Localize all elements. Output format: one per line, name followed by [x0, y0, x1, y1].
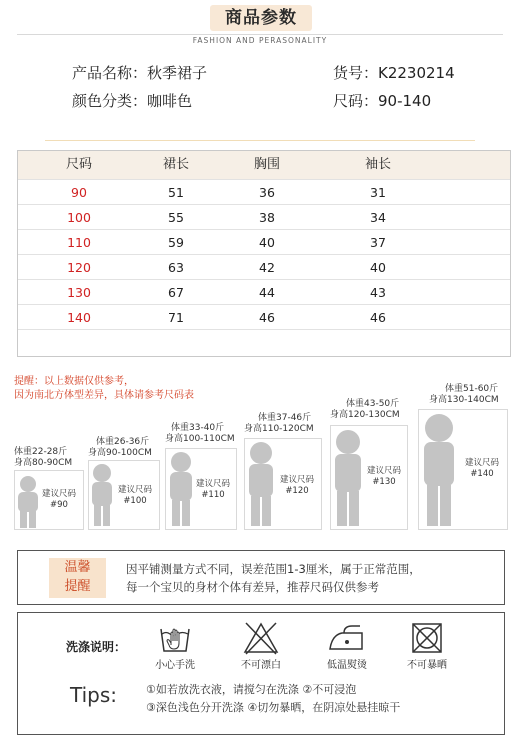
row-sleeve: 37	[370, 235, 386, 250]
suggest-label: 建议尺码	[279, 475, 314, 485]
row-size: 120	[67, 260, 91, 275]
product-name: 产品名称：秋季裙子	[72, 64, 208, 82]
row-length: 51	[168, 185, 184, 200]
low-iron-caption: 低温熨烫	[327, 660, 367, 671]
table-row-empty	[18, 329, 510, 356]
row-sleeve: 40	[370, 260, 386, 275]
kid-weight: 体重26-36斤	[96, 437, 150, 447]
size-warning	[14, 375, 194, 403]
kid-height: 身高130-140CM	[429, 395, 499, 405]
size-table	[17, 150, 511, 357]
page-subtitle: FASHION AND PERASONALITY	[192, 36, 328, 45]
table-row	[18, 229, 510, 255]
row-sleeve: 43	[370, 285, 386, 300]
table-row	[18, 179, 510, 205]
kid-1-card	[14, 470, 84, 530]
row-length: 55	[168, 210, 184, 225]
kid-6-label	[429, 384, 499, 406]
kid-suggest	[363, 466, 405, 488]
kid-weight: 体重33-40斤	[171, 423, 225, 433]
child-silhouette-icon	[89, 463, 115, 527]
size-table-header	[18, 151, 510, 179]
suggest-size: #120	[285, 486, 309, 496]
wash-label: 洗涤说明：	[66, 640, 127, 654]
row-chest: 40	[259, 235, 275, 250]
kid-4-label	[244, 413, 314, 435]
child-silhouette-icon	[421, 413, 457, 527]
child-silhouette-icon	[332, 429, 364, 527]
row-chest: 42	[259, 260, 275, 275]
kid-2-label	[88, 437, 152, 459]
child-silhouette-icon	[167, 451, 195, 527]
header-divider	[17, 34, 503, 35]
row-chest: 46	[259, 310, 275, 325]
kid-3-label	[165, 423, 235, 445]
kid-4-card	[244, 438, 322, 530]
header-sleeve: 袖长	[364, 157, 391, 172]
row-size: 130	[67, 285, 91, 300]
kid-suggest	[459, 458, 505, 480]
kid-6-card	[418, 409, 508, 530]
product-size-range: 尺码：90-140	[333, 92, 432, 110]
header-length: 裙长	[162, 157, 189, 172]
kid-height: 身高80-90CM	[14, 458, 73, 468]
product-code: 货号：K2230214	[333, 64, 455, 82]
suggest-size: #130	[372, 477, 396, 487]
header-size: 尺码	[65, 157, 92, 172]
kid-weight: 体重43-50斤	[346, 399, 400, 409]
tips-heading: Tips:	[70, 683, 118, 707]
no-sun-icon	[410, 621, 444, 655]
table-row	[18, 254, 510, 280]
suggest-label: 建议尺码	[195, 479, 230, 489]
kid-weight: 体重51-60斤	[445, 384, 499, 394]
reminder-badge	[49, 558, 106, 598]
wash-tip-line-2: ③深色浅色分开洗涤 ④切勿暴晒，在阴凉处悬挂晾干	[146, 701, 401, 714]
kid-suggest	[192, 479, 234, 501]
kid-height: 身高120-130CM	[330, 410, 400, 420]
suggest-label: 建议尺码	[117, 485, 152, 495]
suggest-size: #100	[123, 496, 147, 506]
kid-2-card	[88, 460, 160, 530]
suggest-size: #90	[50, 500, 68, 510]
page-title: 商品参数	[210, 5, 312, 31]
suggest-label: 建议尺码	[366, 466, 401, 476]
no-sun-caption: 不可暴晒	[407, 660, 447, 671]
row-sleeve: 46	[370, 310, 386, 325]
row-sleeve: 31	[370, 185, 386, 200]
row-chest: 36	[259, 185, 275, 200]
info-divider	[45, 140, 475, 141]
hand-wash-icon	[158, 621, 192, 653]
reminder-text	[126, 560, 421, 596]
row-chest: 44	[259, 285, 275, 300]
no-bleach-icon	[243, 621, 279, 655]
child-silhouette-icon	[246, 441, 276, 527]
badge-line-1: 温馨	[64, 560, 91, 575]
row-length: 71	[168, 310, 184, 325]
row-size: 90	[71, 185, 87, 200]
kid-height: 身高90-100CM	[88, 448, 152, 458]
reminder-line-1: 因平铺测量方式不同，误差范围1-3厘米，属于正常范围，	[126, 562, 421, 576]
hand-wash-caption: 小心手洗	[155, 660, 195, 671]
suggest-size: #110	[201, 490, 225, 500]
row-sleeve: 34	[370, 210, 386, 225]
row-size: 110	[67, 235, 91, 250]
suggest-label: 建议尺码	[41, 489, 76, 499]
row-size: 140	[67, 310, 91, 325]
kid-suggest	[275, 475, 319, 497]
warning-line-1: 提醒：以上数据仅供参考，	[14, 376, 134, 387]
kid-weight: 体重22-28斤	[14, 447, 68, 457]
wash-tip-line-1: ①如若放洗衣液，请搅匀在洗涤 ②不可浸泡	[146, 683, 357, 696]
kid-3-card	[165, 448, 237, 530]
wash-tips	[146, 681, 400, 717]
row-size: 100	[67, 210, 91, 225]
row-length: 59	[168, 235, 184, 250]
no-bleach-caption: 不可漂白	[241, 660, 281, 671]
kid-height: 身高110-120CM	[244, 424, 314, 434]
badge-line-2: 提醒	[64, 579, 91, 594]
warning-line-2: 因为南北方体型差异，具体请参考尺码表	[14, 390, 194, 401]
row-length: 67	[168, 285, 184, 300]
product-color: 颜色分类：咖啡色	[72, 92, 193, 110]
kid-weight: 体重37-46斤	[258, 413, 312, 423]
kid-1-label	[14, 447, 72, 469]
table-row	[18, 204, 510, 230]
kid-5-label	[330, 399, 400, 421]
row-chest: 38	[259, 210, 275, 225]
row-length: 63	[168, 260, 184, 275]
kid-suggest	[37, 489, 81, 511]
suggest-size: #140	[470, 469, 494, 479]
kid-suggest	[113, 485, 157, 507]
kid-5-card	[330, 425, 408, 530]
suggest-label: 建议尺码	[464, 458, 499, 468]
table-row	[18, 304, 510, 330]
low-iron-icon	[326, 623, 366, 653]
table-row	[18, 279, 510, 305]
reminder-line-2: 每一个宝贝的身材个体有差异，推荐尺码仅供参考	[126, 580, 379, 594]
header-chest: 胸围	[253, 157, 280, 172]
kid-height: 身高100-110CM	[165, 434, 235, 444]
